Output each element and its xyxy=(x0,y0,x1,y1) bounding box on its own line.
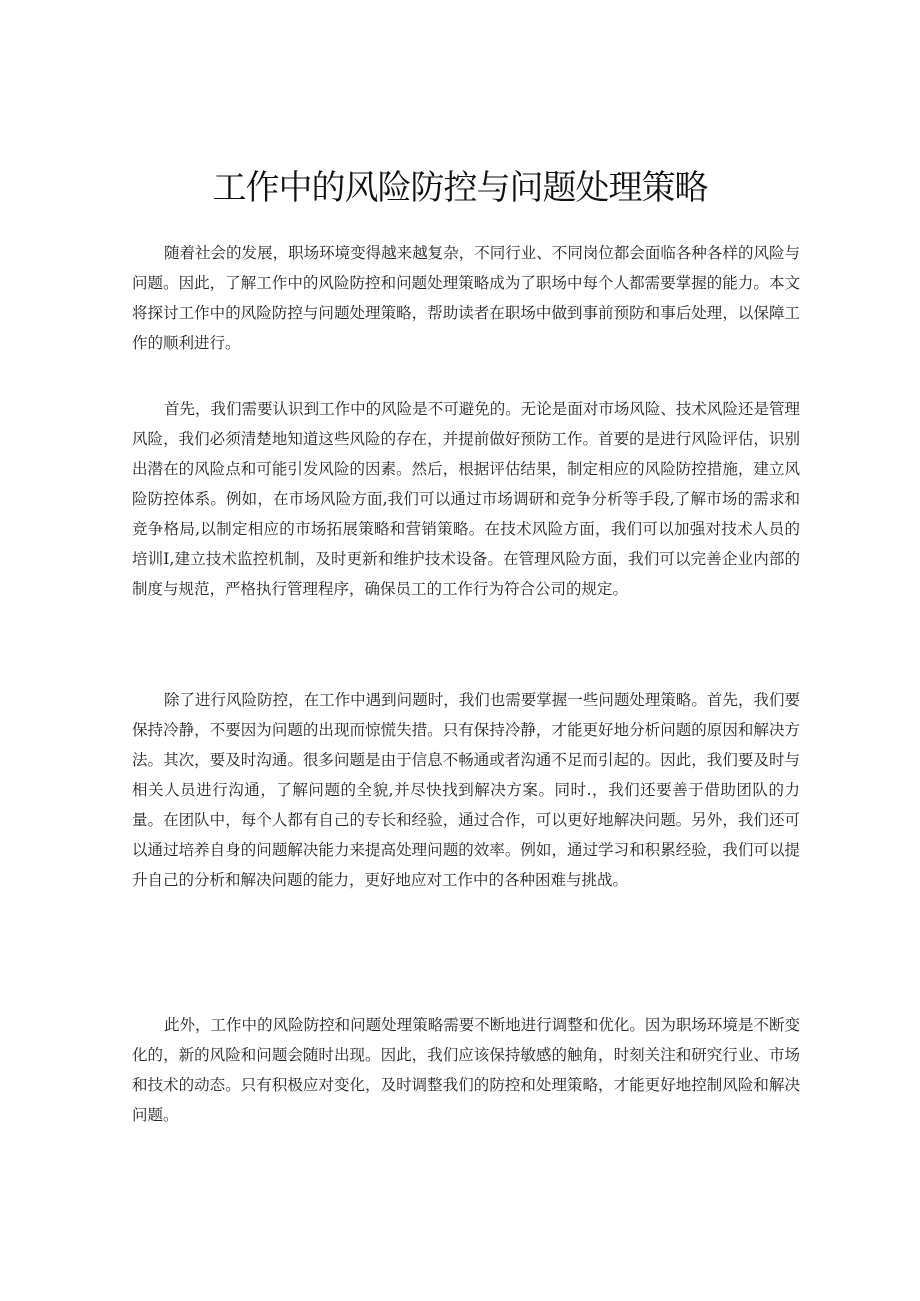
paragraph-intro: 随着社会的发展，职场环境变得越来越复杂，不同行业、不同岗位都会面临各种各样的风险与问题。因此，了解工作中的风险防控和问题处理策略成为了职场中每个人都需要掌握的能力。本文将探讨工作中的风险防控与问题处理策略，帮助读者在职场中做到事前预防和事后处理，以保障工作的顺利进行。 xyxy=(132,244,800,352)
paragraph-risk-prevention: 首先，我们需要认识到工作中的风险是不可避免的。无论是面对市场风险、技术风险还是管理风险，我们必须清楚地知道这些风险的存在，并提前做好预防工作。首要的是进行风险评估，识别出潜在的风险点和可能引发风险的因素。然后，根据评估结果，制定相应的风险防控措施，建立风险防控体系。例如，在市场风险方面,我们可以通过市场调研和竞争分析等手段,了解市场的需求和竞争格局,以制定相应的市场拓展策略和营销策略。在技术风险方面，我们可以加强对技术人员的培训Ⅰ,建立技术监控机制，及时更新和维护技术设备。在管理风险方面，我们可以完善企业内部的制度与规范，严格执行管理程序，确保员工的工作行为符合公司的规定。 xyxy=(132,400,800,598)
paragraph-problem-handling: 除了进行风险防控，在工作中遇到问题时，我们也需要掌握一些问题处理策略。首先，我们要保持冷静，不要因为问题的出现而惊慌失措。只有保持冷静，才能更好地分析问题的原因和解决方法。其次，要及时沟通。很多问题是由于信息不畅通或者沟通不足而引起的。因此，我们要及时与相关人员进行沟通，了解问题的全貌,并尽快找到解决方案。同时.，我们还要善于借助团队的力量。在团队中，每个人都有自己的专长和经验，通过合作，可以更好地解决问题。另外，我们还可以通过培养自身的问题解决能力来提高处理问题的效率。例如，通过学习和积累经验，我们可以提升自己的分析和解决问题的能力，更好地应对工作中的各种困难与挑战。 xyxy=(132,691,800,889)
document-title: 工作中的风险防控与问题处理策略 xyxy=(212,168,708,208)
paragraph-conclusion: 此外，工作中的风险防控和问题处理策略需要不断地进行调整和优化。因为职场环境是不断变化的，新的风险和问题会随时出现。因此，我们应该保持敏感的触角，时刻关注和研究行业、市场和技术的动态。只有积极应对变化，及时调整我们的防控和处理策略，才能更好地控制风险和解决问题。 xyxy=(132,1016,800,1124)
